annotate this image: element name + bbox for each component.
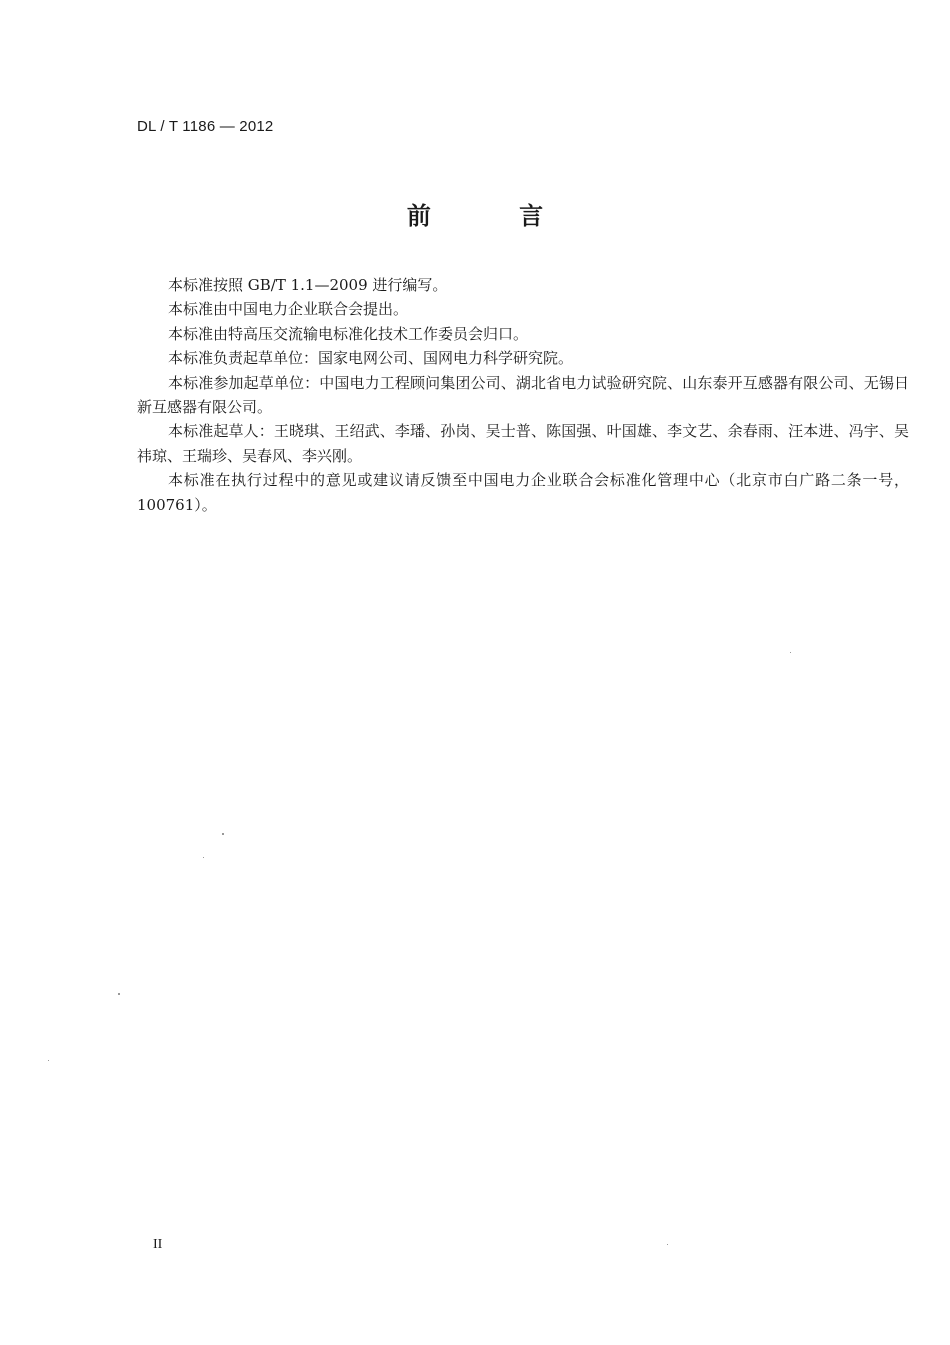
scan-speck [118, 993, 120, 995]
foreword-title: 前 言 [406, 202, 584, 230]
paragraph-responsible-drafters: 本标准负责起草单位：国家电网公司、国网电力科学研究院。 [168, 349, 574, 368]
scan-speck [222, 833, 224, 835]
foreword-body [137, 273, 909, 517]
paragraph-proposer: 本标准由中国电力企业联合会提出。 [168, 300, 409, 319]
paragraph-feedback: 本标准在执行过程中的意见或建议请反馈至中国电力企业联合会标准化管理中心（北京市白广路二条一号，100761）。 [137, 471, 909, 514]
page-number: II [153, 1237, 163, 1252]
scan-speck [790, 652, 791, 653]
paragraph-drafters: 本标准起草人：王晓琪、王绍武、李璠、孙岗、吴士普、陈国强、叶国雄、李文艺、余春雨、汪本进、冯宇、吴祎琼、王瑞珍、吴春风、李兴刚。 [137, 422, 909, 465]
scan-speck [667, 1244, 668, 1245]
scan-speck [203, 857, 204, 858]
paragraph-drafting-rules: 本标准按照 GB/T 1.1—2009 进行编写。 [168, 276, 448, 294]
standard-code: DL / T 1186 — 2012 [137, 118, 274, 135]
paragraph-participating-drafters: 本标准参加起草单位：中国电力工程顾问集团公司、湖北省电力试验研究院、山东泰开互感器有限公司、无锡日新互感器有限公司。 [137, 373, 909, 417]
paragraph-technical-committee: 本标准由特高压交流输电标准化技术工作委员会归口。 [168, 324, 529, 343]
scan-speck [48, 1060, 49, 1061]
